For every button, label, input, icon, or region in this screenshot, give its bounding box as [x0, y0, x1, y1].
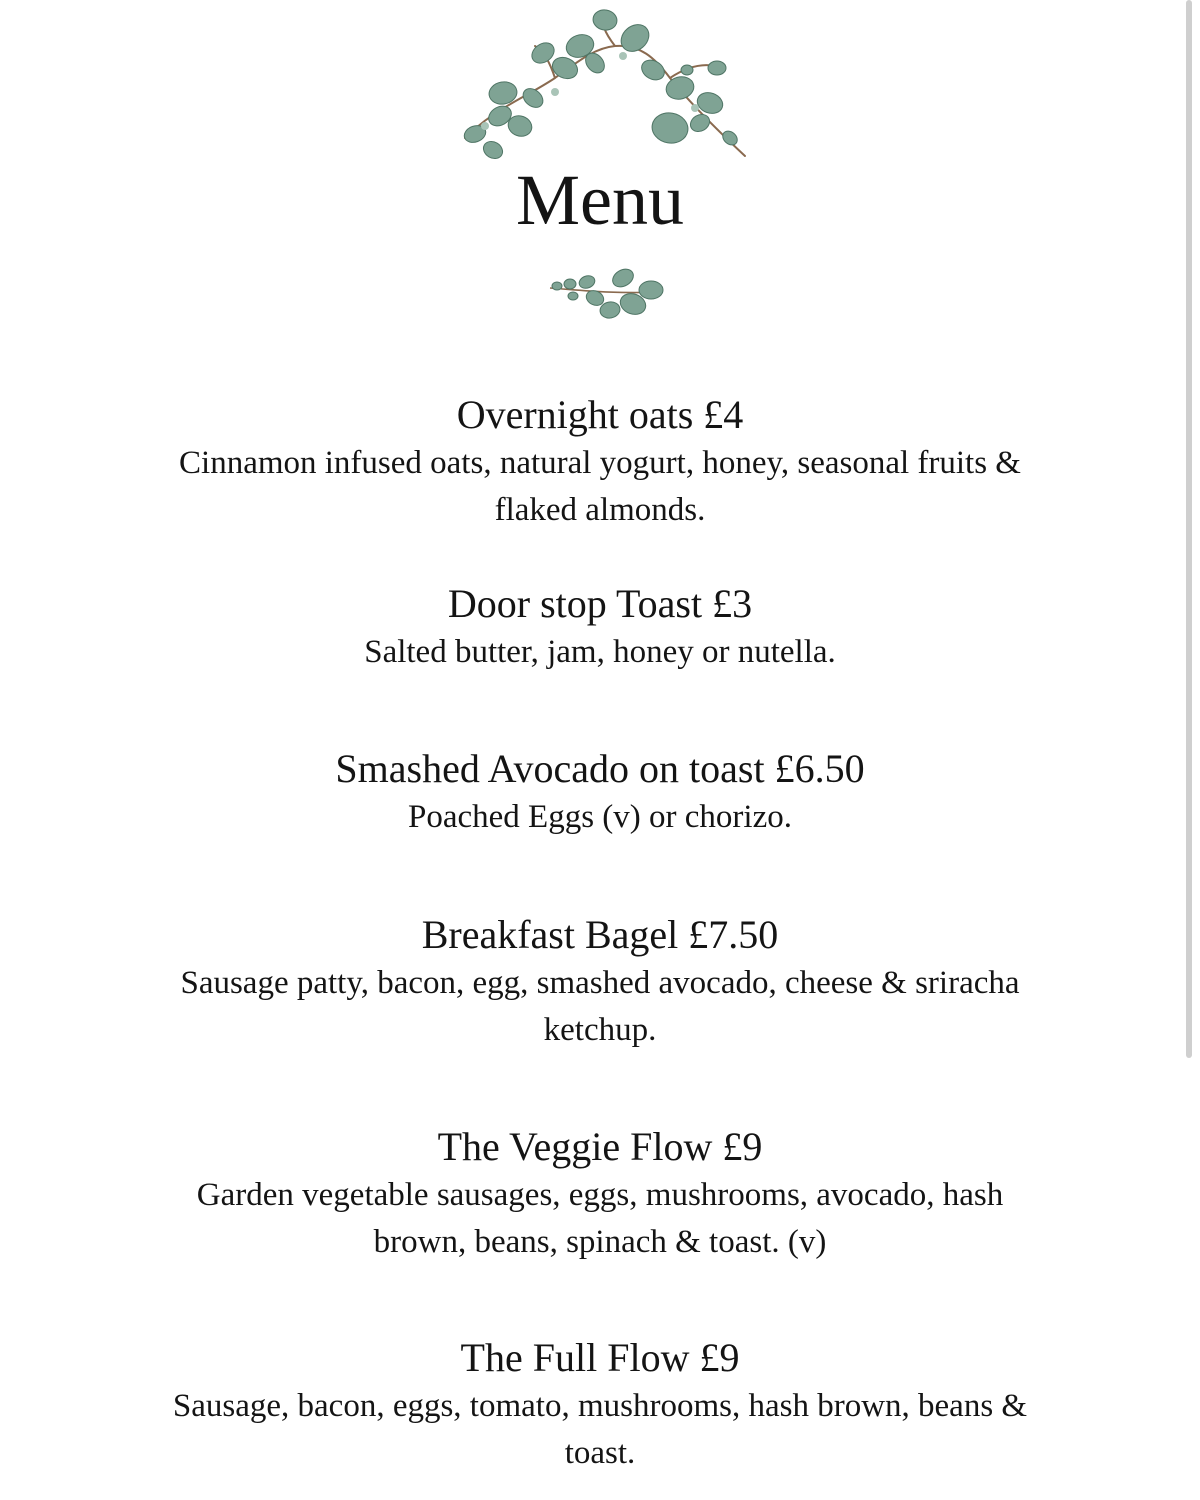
menu-item — [150, 912, 1050, 1054]
menu-item-title: The Veggie Flow £9 — [437, 1124, 763, 1169]
menu-item — [150, 1335, 1050, 1477]
scrollbar[interactable] — [1186, 0, 1192, 1058]
eucalyptus-garland-icon — [455, 8, 750, 168]
menu-item-description: Garden vegetable sausages, eggs, mushrooms, avocado, hash brown, beans, spinach & toast. (v) — [196, 1177, 1004, 1260]
menu-item-title: The Full Flow £9 — [460, 1335, 740, 1380]
menu-item — [150, 1124, 1050, 1266]
menu-item-title: Overnight oats £4 — [456, 392, 744, 437]
menu-item — [150, 746, 1050, 841]
menu-item — [150, 392, 1050, 534]
menu-item-title: Smashed Avocado on toast £6.50 — [335, 746, 865, 791]
menu-item-title: Breakfast Bagel £7.50 — [421, 912, 779, 957]
menu-item-description: Salted butter, jam, honey or nutella. — [364, 634, 836, 670]
menu-item-description: Sausage, bacon, eggs, tomato, mushrooms, hash brown, beans & toast. — [172, 1388, 1028, 1471]
menu-item-description: Cinnamon infused oats, natural yogurt, honey, seasonal fruits & flaked almonds. — [179, 445, 1021, 528]
menu-item-description: Poached Eggs (v) or chorizo. — [408, 799, 792, 835]
eucalyptus-sprig-icon — [545, 266, 670, 328]
menu-item-title: Door stop Toast £3 — [447, 581, 753, 626]
menu-item-description: Sausage patty, bacon, egg, smashed avocado, cheese & sriracha ketchup. — [180, 965, 1020, 1048]
page-title: Menu — [516, 160, 684, 240]
menu-item — [150, 581, 1050, 676]
